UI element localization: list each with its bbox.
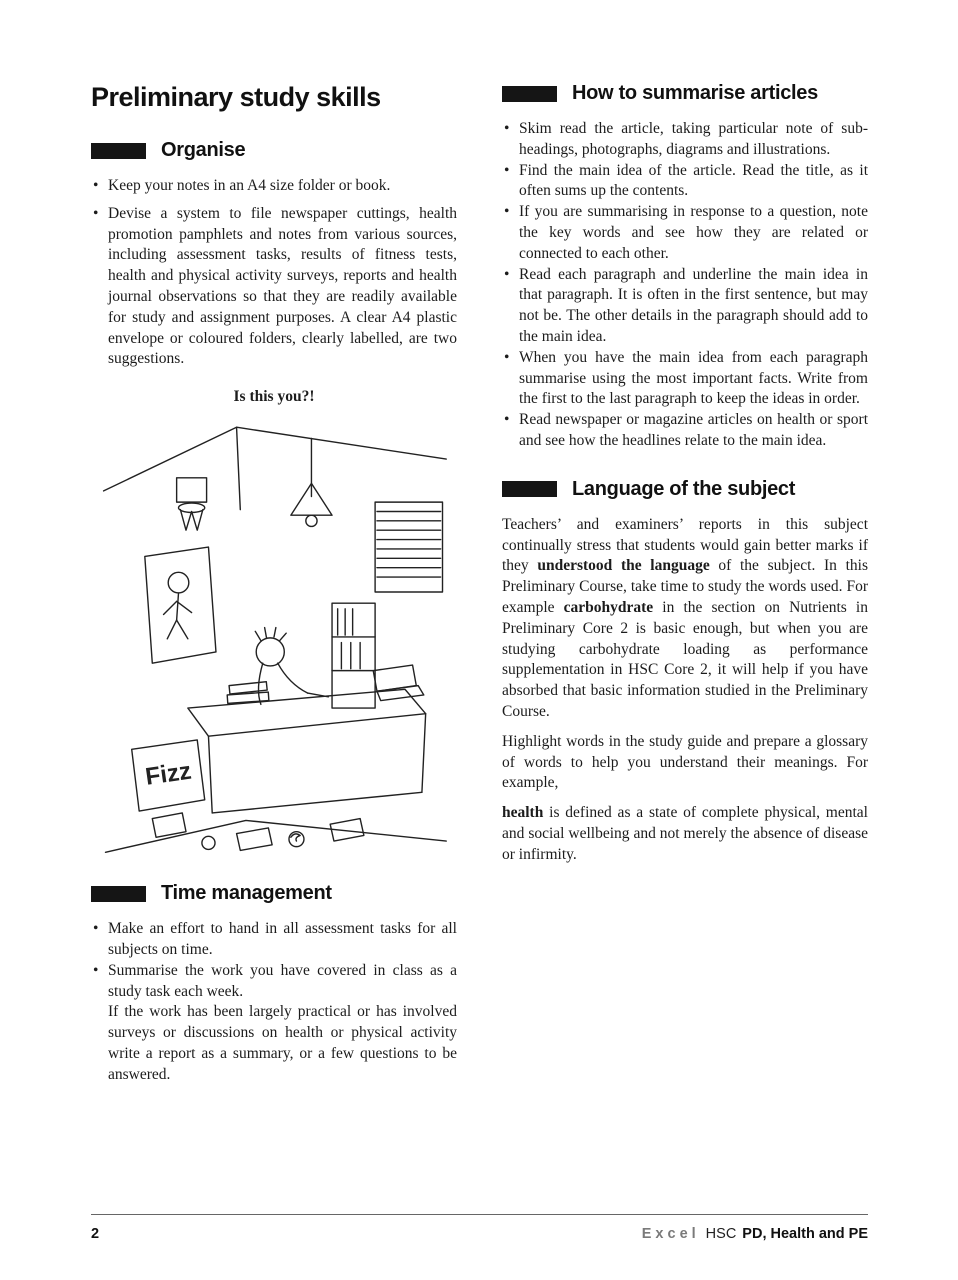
list-item: • Find the main idea of the article. Read the title, as it often sums up the contents. xyxy=(502,161,868,203)
section-marker-bar xyxy=(502,481,557,497)
list-item: • Keep your notes in an A4 size folder or book. xyxy=(91,176,457,197)
list-item: • If you are summarising in response to a question, note the key words and see how they are related or connected to each other. xyxy=(502,202,868,264)
section-marker-bar xyxy=(91,886,146,902)
section-heading-label: Organise xyxy=(161,139,246,161)
emphasis-text: understood the language xyxy=(537,557,710,575)
emphasis-text: carbohydrate xyxy=(563,598,654,616)
organise-bullet-list xyxy=(91,176,457,370)
two-column-layout xyxy=(91,82,868,1086)
book-title-label: PD, Health and PE xyxy=(742,1226,868,1242)
footer-book-info xyxy=(642,1226,868,1242)
section-heading-organise xyxy=(91,139,457,162)
messy-study-room-illustration xyxy=(96,416,452,856)
language-paragraph-3 xyxy=(502,803,868,865)
section-heading-label: Language of the subject xyxy=(572,477,796,500)
paragraph-text: of the subject. In this Preliminary Course, take time to study the words used. For example xyxy=(502,557,868,616)
left-column xyxy=(91,82,457,1086)
section-heading-language xyxy=(502,478,868,501)
continuation-paragraph: If the work has been largely practical or has involved surveys or discussions on health or physical activity write a report as a summary, or a few questions to be answered. xyxy=(108,1003,457,1083)
page-number: 2 xyxy=(91,1226,100,1242)
right-column xyxy=(502,82,868,1086)
list-item: • When you have the main idea from each paragraph summarise using the most important facts. Write from the first to the last paragraph to keep the ideas in order. xyxy=(502,348,868,410)
section-heading-summarise xyxy=(502,82,868,105)
language-paragraph-1 xyxy=(502,515,868,723)
section-heading-label: Time management xyxy=(161,882,332,905)
brand-label: Excel xyxy=(641,1226,700,1242)
list-item: • Devise a system to file newspaper cuttings, health promotion pamphlets and notes from various sources, including assessment tasks, results of fitness tests, health and physical activity surveys, reports and health journal observations so that they are readily available for study and assignment purposes. A clear A4 plastic envelope or coloured folders, clearly labelled, are two suggestions. xyxy=(91,204,457,370)
page-title: Preliminary study skills xyxy=(91,82,381,112)
list-item: • Make an effort to hand in all assessment tasks for all subjects on time. xyxy=(91,919,457,961)
ceiling-lines xyxy=(104,427,447,491)
section-marker-bar xyxy=(502,86,557,102)
paragraph-text: is defined as a state of complete physical, mental and social wellbeing and not merely the absence of disease or infirmity. xyxy=(502,804,868,863)
illustration-caption: Is this you?! xyxy=(233,388,315,406)
fizz-poster-text: Fizz xyxy=(143,757,194,791)
list-item: • Summarise the work you have covered in class as a study task each week. xyxy=(91,961,457,1003)
list-item: • Read newspaper or magazine articles on health or sport and see how the headlines relate to the main idea. xyxy=(502,410,868,452)
section-marker-bar xyxy=(91,143,146,159)
emphasis-text: health xyxy=(502,804,544,822)
paragraph-text: Teachers’ and examiners’ reports in this subject continually stress that students would gain better marks if they xyxy=(502,515,868,575)
page-footer xyxy=(91,1214,868,1242)
time-management-bullet-list xyxy=(91,919,457,1085)
language-paragraph-2: Highlight words in the study guide and prepare a glossary of words to help you understand their meanings. For example, xyxy=(502,732,868,792)
list-item: • Skim read the article, taking particular note of sub-headings, photographs, diagrams and illustrations. xyxy=(502,119,868,161)
section-heading-time-management xyxy=(91,882,457,905)
section-heading-label: How to summarise articles xyxy=(572,82,818,104)
summarise-bullet-list xyxy=(502,119,868,452)
paragraph-text: in the section on Nutrients in Preliminary Core 2 is basic enough, but when you are studying carbohydrate loading as performance supplementation in HSC Core 2, it will help if you have absorbed that basic information studied in the Preliminary Course. xyxy=(502,598,868,720)
illustration-container xyxy=(91,416,457,856)
list-item: • Read each paragraph and underline the main idea in that paragraph. It is often in the first sentence, but may not be. The other details in the paragraph should add to the main idea. xyxy=(502,265,868,348)
series-label: HSC xyxy=(705,1226,737,1242)
